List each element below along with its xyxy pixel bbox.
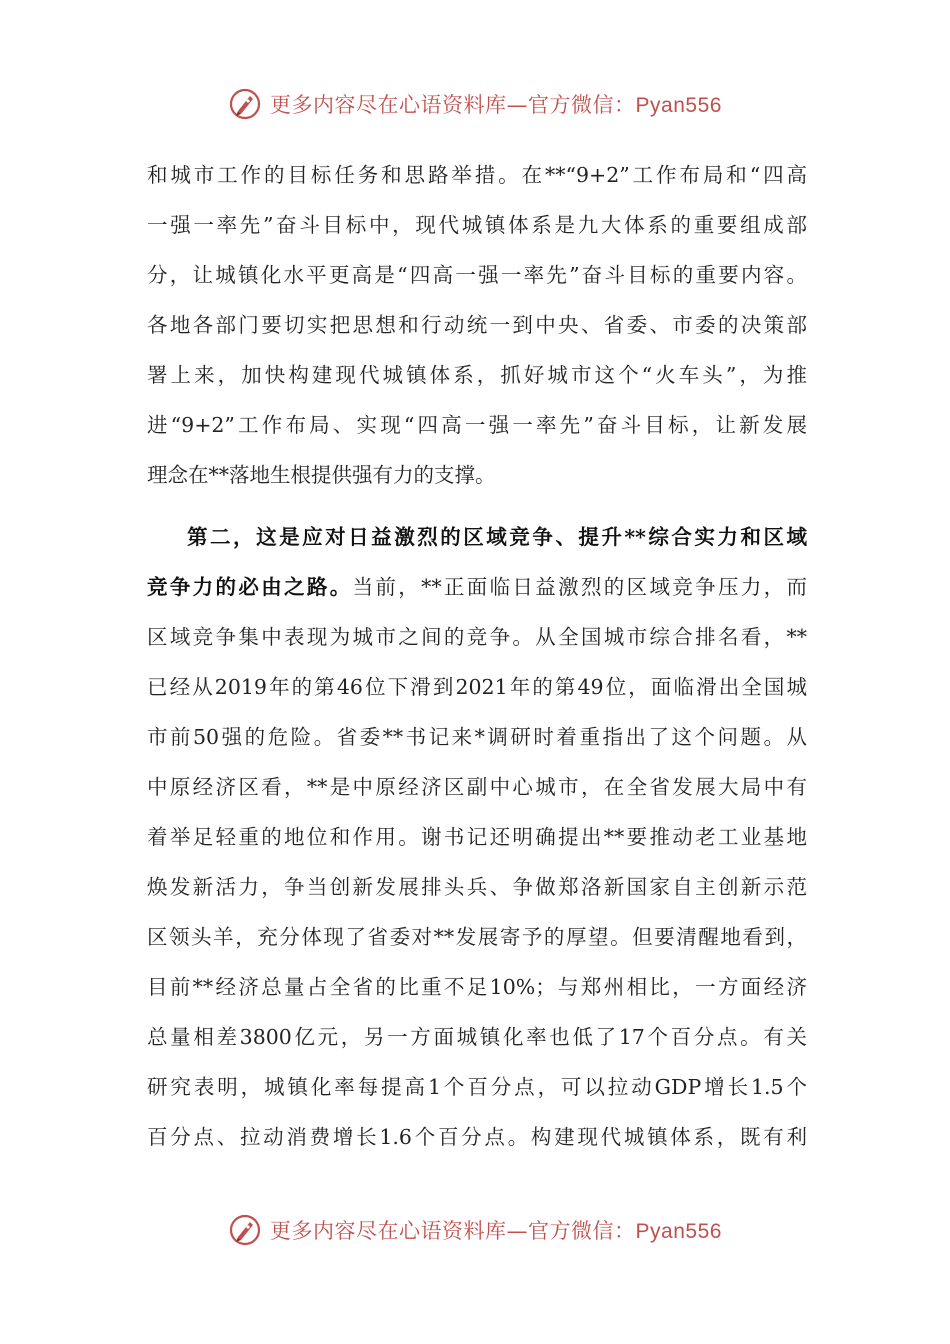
text-line: 各地各部门要切实把思想和行动统一到中央、省委、市委的决策部 (147, 313, 807, 337)
bold-heading-line: 第二，这是应对日益激烈的区域竞争、提升**综合实力和区域 (187, 525, 807, 549)
text-span: 当前，**正面临日益激烈的区域竞争压力，而 (352, 575, 807, 599)
pen-nib-logo-icon (228, 87, 262, 121)
text-line: 市前50强的危险。省委**书记来*调研时着重指出了这个问题。从 (147, 725, 807, 749)
document-body (147, 150, 807, 1162)
text-line: 已经从2019年的第46位下滑到2021年的第49位，面临滑出全国城 (147, 675, 807, 699)
text-line: 署上来，加快构建现代城镇体系，抓好城市这个“火车头”，为推 (147, 363, 807, 387)
text-line: 中原经济区看，**是中原经济区副中心城市，在全省发展大局中有 (147, 775, 807, 799)
text-line: 理念在**落地生根提供强有力的支撑。 (147, 463, 496, 487)
text-line (147, 562, 807, 612)
text-line: 着举足轻重的地位和作用。谢书记还明确提出**要推动老工业基地 (147, 825, 807, 849)
text-line: 区域竞争集中表现为城市之间的竞争。从全国城市综合排名看，** (147, 625, 807, 649)
text-line: 总量相差3800亿元，另一方面城镇化率也低了17个百分点。有关 (147, 1025, 807, 1049)
text-line: 百分点、拉动消费增长1.6个百分点。构建现代城镇体系，既有利 (147, 1125, 807, 1149)
text-line: 分，让城镇化水平更高是“四高一强一率先”奋斗目标的重要内容。 (147, 263, 807, 287)
text-line: 和城市工作的目标任务和思路举措。在**“9+2”工作布局和“四高 (147, 163, 807, 187)
text-line: 焕发新活力，争当创新发展排头兵、争做郑洛新国家自主创新示范 (147, 875, 807, 899)
text-line: 研究表明，城镇化率每提高1个百分点，可以拉动GDP增长1.5个 (147, 1075, 807, 1099)
pen-nib-logo-icon (228, 1213, 262, 1247)
watermark-text: 更多内容尽在心语资料库—官方微信：Pyan556 (270, 1219, 722, 1243)
bold-heading-end: 竞争力的必由之路。 (147, 575, 353, 599)
footer-watermark (0, 1210, 950, 1250)
text-line: 进“9+2”工作布局、实现“四高一强一率先”奋斗目标，让新发展 (147, 413, 807, 437)
header-watermark (0, 84, 950, 124)
watermark-text: 更多内容尽在心语资料库—官方微信：Pyan556 (270, 93, 722, 117)
paragraph-2 (147, 512, 807, 1162)
paragraph-1 (147, 150, 807, 500)
text-line: 区领头羊，充分体现了省委对**发展寄予的厚望。但要清醒地看到， (147, 925, 807, 949)
text-line: 目前**经济总量占全省的比重不足10%；与郑州相比，一方面经济 (147, 975, 807, 999)
text-line: 一强一率先”奋斗目标中，现代城镇体系是九大体系的重要组成部 (147, 213, 807, 237)
